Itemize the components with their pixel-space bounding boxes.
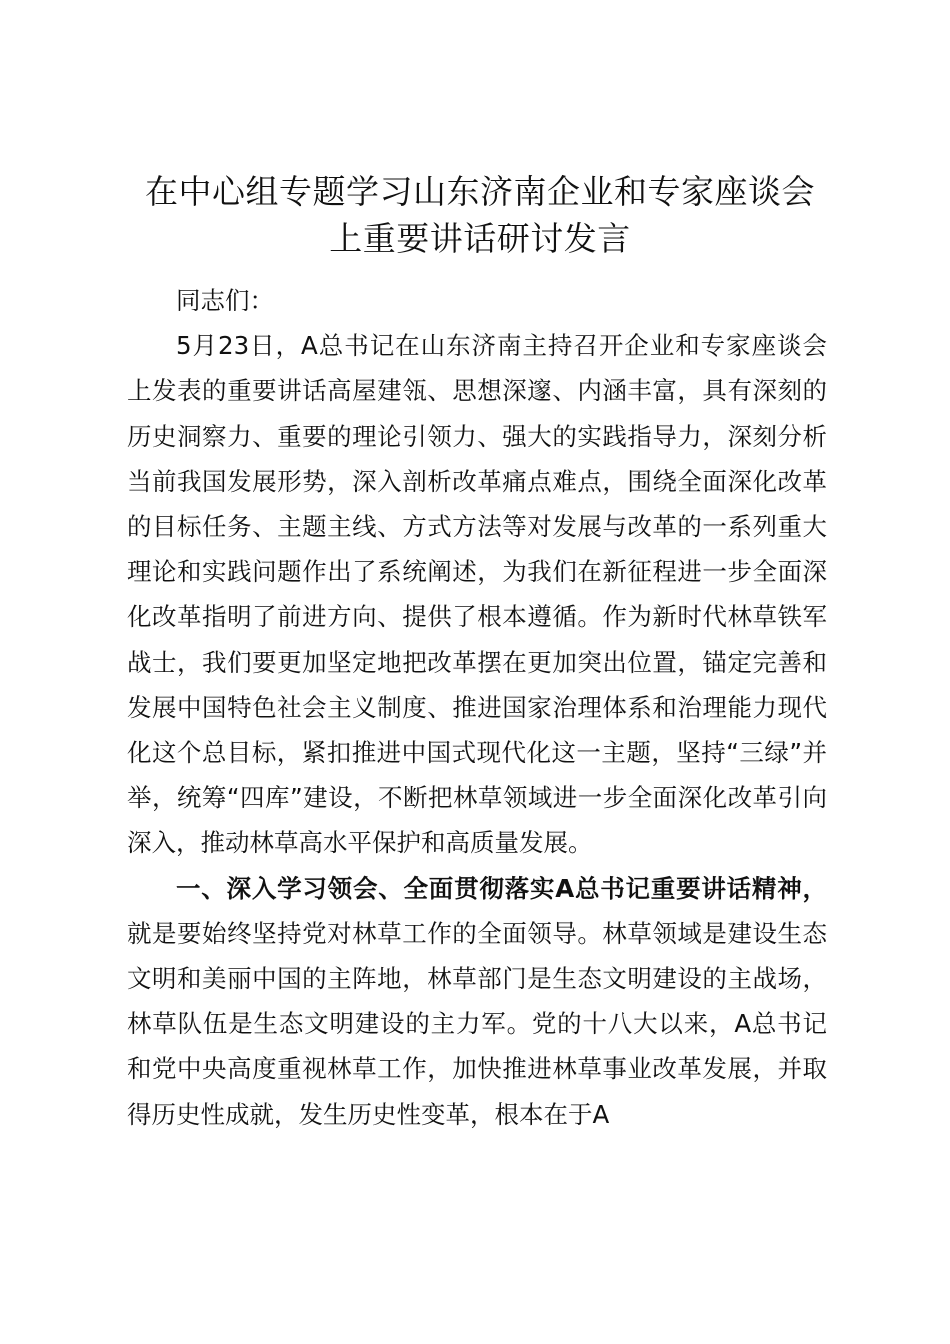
paragraph-2 bbox=[127, 866, 827, 1137]
paragraph-2-body: 就是要始终坚持党对林草工作的全面领导。林草领域是建设生态文明和美丽中国的主阵地，林草部门是生态文明建设的主战场，林草队伍是生态文明建设的主力军。党的十八大以来，A总书记和党中央高度重视林草工作，加快推进林草事业改革发展，并取得历史性成就，发生历史性变革，根本在于A bbox=[127, 918, 827, 1129]
title-line-1: 在中心组专题学习山东济南企业和专家座谈会 bbox=[145, 172, 815, 211]
page-title bbox=[110, 168, 850, 262]
paragraph-2-heading: 一、深入学习领会、全面贯彻落实A总书记重要讲话精神， bbox=[176, 873, 827, 903]
paragraph-1: 5月23日，A总书记在山东济南主持召开企业和专家座谈会上发表的重要讲话高屋建瓴、思想深邃、内涵丰富，具有深刻的历史洞察力、重要的理论引领力、强大的实践指导力，深刻分析当前我国发展形势，深入剖析改革痛点难点，围绕全面深化改革的目标任务、主题主线、方式方法等对发展与改革的一系列重大理论和实践问题作出了系统阐述，为我们在新征程进一步全面深化改革指明了前进方向、提供了根本遵循。作为新时代林草铁军战士，我们要更加坚定地把改革摆在更加突出位置，锚定完善和发展中国特色社会主义制度、推进国家治理体系和治理能力现代化这个总目标，紧扣推进中国式现代化这一主题，坚持“三绿”并举，统筹“四库”建设，不断把林草领域进一步全面深化改革引向深入，推动林草高水平保护和高质量发展。 bbox=[127, 331, 827, 858]
title-line-2: 上重要讲话研讨发言 bbox=[329, 219, 631, 258]
salutation: 同志们： bbox=[176, 286, 274, 315]
document-body bbox=[127, 278, 827, 1137]
